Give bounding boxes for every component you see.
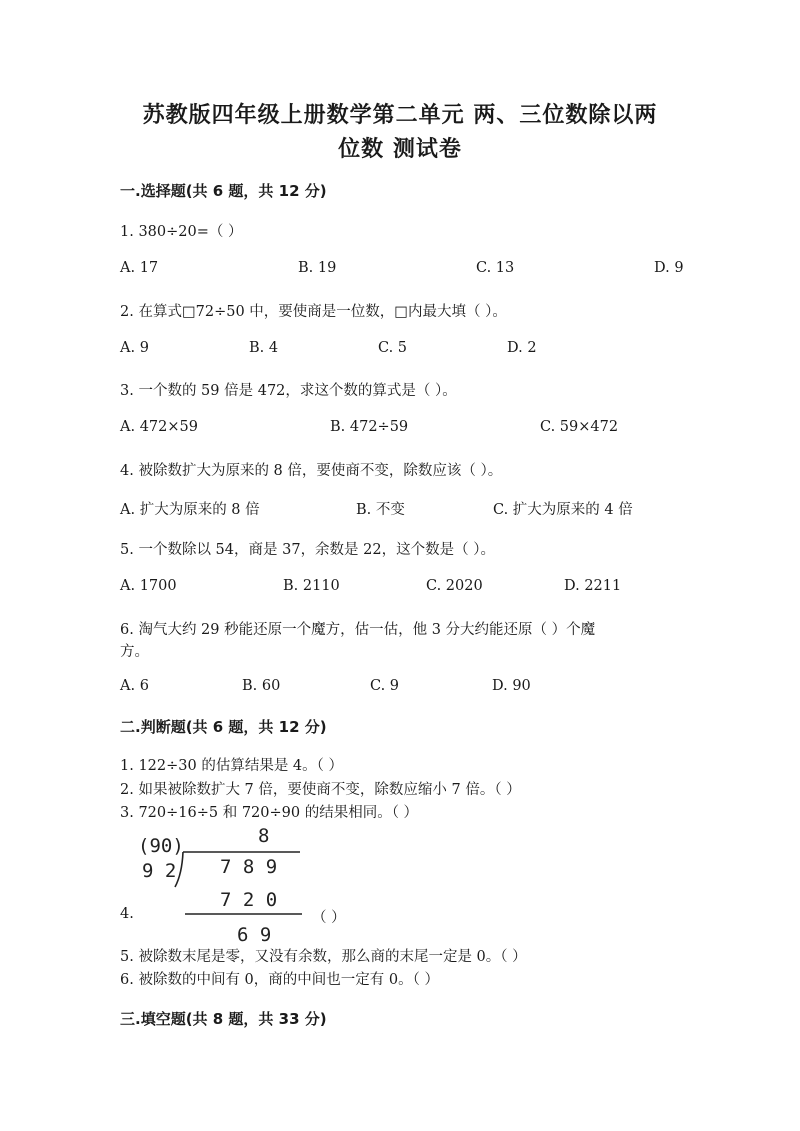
question-1-option-b: B. 19	[298, 260, 337, 276]
question-3-option-b: B. 472÷59	[330, 419, 409, 435]
question-1-option-d: D. 9	[654, 260, 684, 276]
division-remainder: 6 9	[237, 924, 272, 944]
question-2-option-b: B. 4	[249, 340, 279, 356]
question-6-option-b: B. 60	[242, 678, 281, 694]
question-5-stem: 5. 一个数除以 54，商是 37，余数是 22，这个数是（ ）。	[120, 542, 495, 558]
section-heading-fill-blank: 三.填空题(共 8 题，共 33 分)	[120, 1010, 327, 1028]
division-dividend: 7 8 9	[220, 856, 278, 878]
question-2-option-c: C. 5	[378, 340, 408, 356]
question-2-stem: 2. 在算式□72÷50 中，要使商是一位数，□内最大填（ ）。	[120, 304, 507, 320]
question-6-option-a: A. 6	[120, 678, 149, 694]
question-5-option-b: B. 2110	[283, 578, 340, 594]
question-5-option-a: A. 1700	[120, 578, 177, 594]
judgement-item-6: 6. 被除数的中间有 0，商的中间也一定有 0。（ ）	[120, 972, 439, 988]
page-title-line-1: 苏教版四年级上册数学第二单元 两、三位数除以两	[142, 103, 658, 128]
division-product: 7 2 0	[220, 889, 278, 911]
question-1-stem: 1. 380÷20=（ ）	[120, 224, 243, 240]
question-4-option-b: B. 不变	[356, 502, 405, 518]
question-3-option-c: C. 59×472	[540, 419, 619, 435]
question-2-option-a: A. 9	[120, 340, 149, 356]
question-4-option-c: C. 扩大为原来的 4 倍	[493, 502, 633, 518]
question-3-option-a: A. 472×59	[120, 419, 198, 435]
question-3-stem: 3. 一个数的 59 倍是 472，求这个数的算式是（ ）。	[120, 383, 457, 399]
question-6-stem: 6. 淘气大约 29 秒能还原一个魔方，估一估，他 3 分大约能还原（ ）个魔	[120, 622, 596, 638]
question-5-option-d: D. 2211	[564, 578, 622, 594]
section-heading-judgement: 二.判断题(共 6 题，共 12 分)	[120, 718, 327, 736]
question-4-option-a: A. 扩大为原来的 8 倍	[120, 502, 260, 518]
section-heading-choice: 一.选择题(共 6 题，共 12 分)	[120, 182, 327, 200]
question-1-option-a: A. 17	[120, 260, 159, 276]
question-6-option-c: C. 9	[370, 678, 400, 694]
question-2-option-d: D. 2	[507, 340, 537, 356]
judgement-item-2: 2. 如果被除数扩大 7 倍，要使商不变，除数应缩小 7 倍。（ ）	[120, 782, 521, 798]
judgement-item-4-paren: （ ）	[312, 910, 346, 926]
question-6-stem-continued: 方。	[120, 644, 149, 660]
division-divisor: 9 2	[142, 860, 177, 882]
division-estimate: (90)	[138, 835, 184, 857]
question-5-option-c: C. 2020	[426, 578, 483, 594]
division-quotient: 8	[258, 825, 270, 847]
question-1-option-c: C. 13	[476, 260, 515, 276]
judgement-item-1: 1. 122÷30 的估算结果是 4。（ ）	[120, 758, 344, 774]
question-4-stem: 4. 被除数扩大为原来的 8 倍，要使商不变，除数应该（ ）。	[120, 463, 503, 479]
judgement-item-4: 4.	[120, 906, 134, 922]
long-division-figure	[120, 822, 320, 944]
page-title-line-2: 位数 测试卷	[338, 137, 462, 162]
judgement-item-3: 3. 720÷16÷5 和 720÷90 的结果相同。（ ）	[120, 805, 419, 821]
judgement-item-5: 5. 被除数末尾是零，又没有余数，那么商的末尾一定是 0。（ ）	[120, 949, 527, 965]
question-6-option-d: D. 90	[492, 678, 531, 694]
